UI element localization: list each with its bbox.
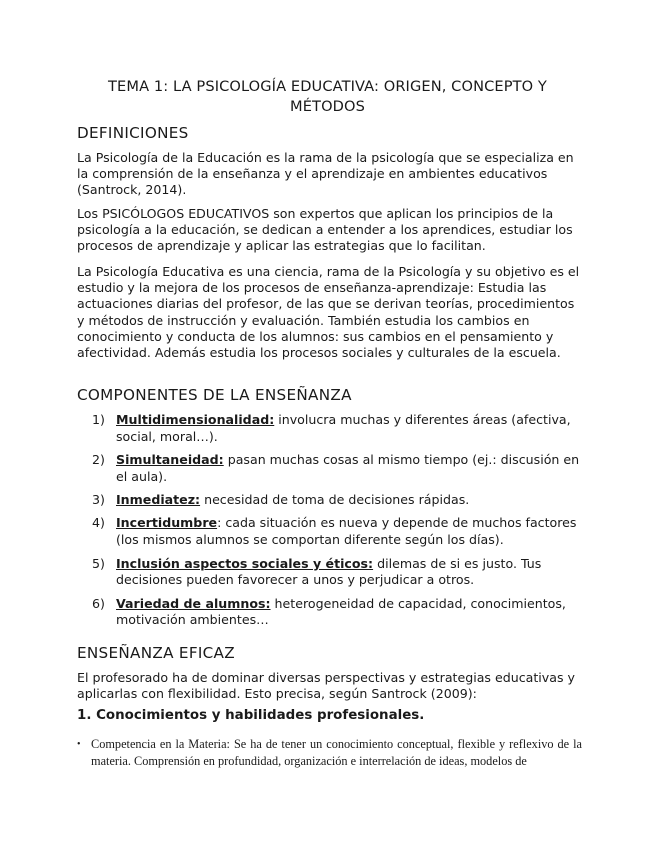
- list-number: 6): [92, 595, 105, 611]
- heading-componentes: COMPONENTES DE LA ENSEÑANZA: [77, 386, 352, 404]
- paragraph-definition-1: La Psicología de la Educación es la rama de la psicología que se especializa en la comprensión de la enseñanza y el aprendizaje en ambientes educativos (Santrock, 2014).: [77, 150, 574, 198]
- list-text: involucra muchas y diferentes áreas (afectiva, social, moral…).: [116, 412, 571, 444]
- list-term: Inclusión aspectos sociales y éticos:: [116, 555, 374, 571]
- list-item: [92, 556, 587, 590]
- heading-ensenanza-eficaz: ENSEÑANZA EFICAZ: [77, 644, 235, 662]
- page-title: TEMA 1: LA PSICOLOGÍA EDUCATIVA: ORIGEN, CONCEPTO Y MÉTODOS: [108, 78, 547, 115]
- list-text: : cada situación es nueva y depende de muchos factores (los mismos alumnos se comportan diferente según los días).: [116, 515, 577, 548]
- list-item: [92, 412, 587, 446]
- list-text: necesidad de toma de decisiones rápidas.: [200, 492, 470, 508]
- list-number: 2): [92, 452, 105, 468]
- bullet-list: [77, 736, 582, 770]
- list-item: [92, 515, 587, 549]
- paragraph-eficaz: El profesorado ha de dominar diversas perspectivas y estrategias educativas y aplicarlas con flexibilidad. Esto precisa, según Santrock (2009):: [77, 670, 575, 702]
- list-item: [92, 492, 587, 509]
- paragraph-definition-3: La Psicología Educativa es una ciencia, rama de la Psicología y su objetivo es el estudio y la mejora de los procesos de enseñanza-aprendizaje: Estudia las actuaciones diarias del profesor, de las que se derivan teorías, procedimientos y métodos de instrucción y evaluación. También estudia los cambios en conocimiento y conducta de los alumnos: sus cambios en el pensamiento y afectividad. Además estudia los procesos sociales y culturales de la escuela.: [77, 264, 580, 361]
- list-term: Variedad de alumnos:: [116, 595, 271, 611]
- list-term: Multidimensionalidad:: [116, 412, 275, 427]
- bullet-text: Competencia en la Materia: Se ha de tener un conocimiento conceptual, flexible y reflexivo de la materia. Comprensión en profundidad, organización e interrelación de ideas, modelos de: [91, 737, 582, 768]
- list-number: 1): [92, 412, 105, 427]
- heading-definiciones: DEFINICIONES: [77, 124, 189, 142]
- list-number: 4): [92, 515, 105, 531]
- list-number: 5): [92, 555, 105, 571]
- subheading-conocimientos: 1. Conocimientos y habilidades profesionales.: [77, 708, 425, 723]
- list-term: Inmediatez:: [116, 492, 201, 508]
- list-text: dilemas de si es justo. Tus decisiones pueden favorecer a unos y perjudicar a otros.: [116, 555, 542, 588]
- list-item: [92, 596, 587, 630]
- list-term: Incertidumbre: [116, 515, 218, 531]
- paragraph-definition-2: Los PSICÓLOGOS EDUCATIVOS son expertos que aplican los principios de la psicología a la educación, se dedican a entender a los aprendices, estudiar los procesos de aprendizaje y aplicar las estrategias que lo facilitan.: [77, 206, 573, 254]
- componentes-list: [92, 412, 587, 636]
- list-item: [92, 452, 587, 486]
- list-text: heterogeneidad de capacidad, conocimientos, motivación ambientes…: [116, 595, 566, 628]
- list-number: 3): [92, 492, 105, 508]
- bullet-icon: •: [77, 739, 81, 750]
- list-term: Simultaneidad:: [116, 452, 224, 468]
- list-text: pasan muchas cosas al mismo tiempo (ej.: discusión en el aula).: [116, 452, 580, 484]
